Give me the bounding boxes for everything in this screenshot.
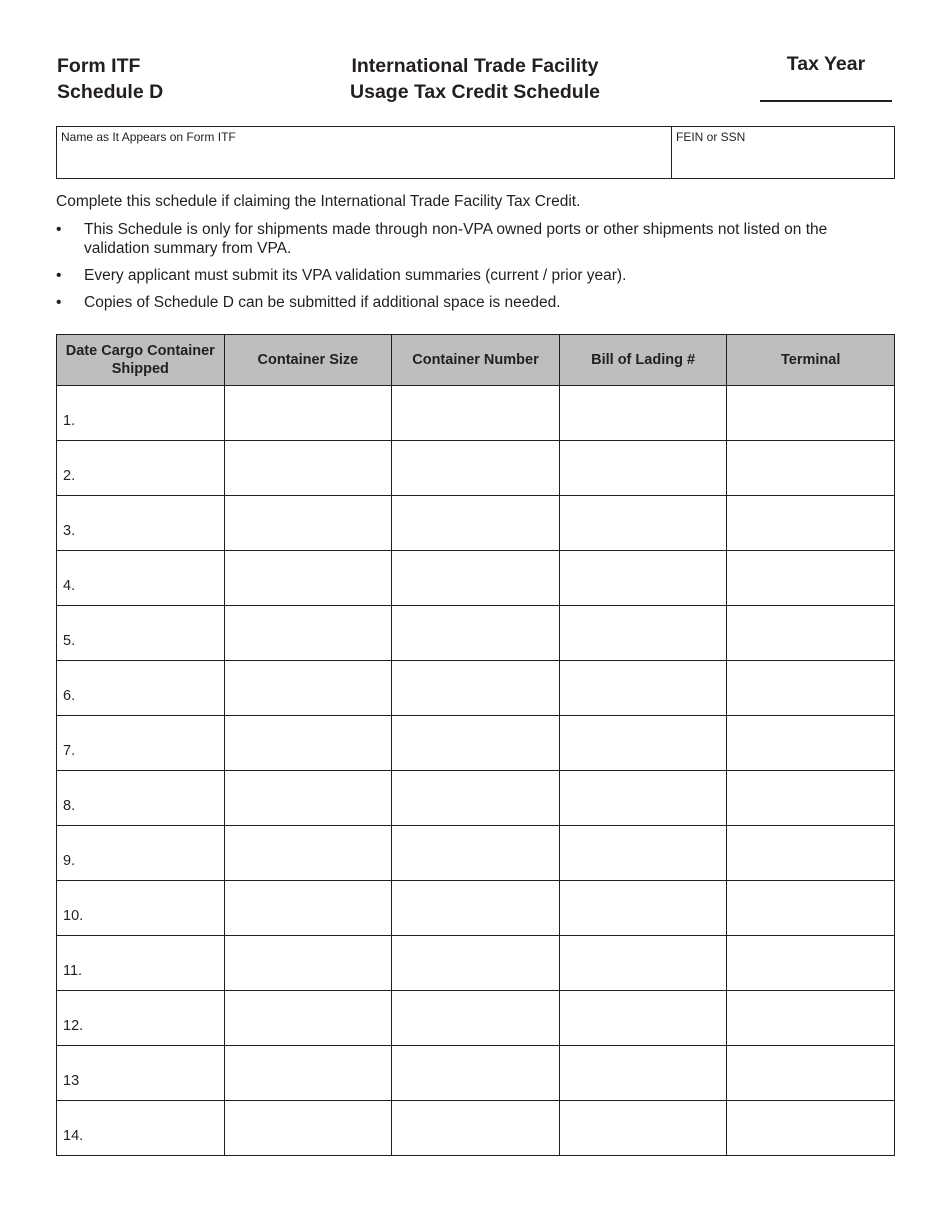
table-row — [57, 551, 895, 606]
row-number: 7. — [63, 743, 76, 759]
entry-cell[interactable] — [559, 826, 727, 881]
entry-cell[interactable] — [392, 661, 560, 716]
instruction-text: Every applicant must submit its VPA validation summaries (current / prior year). — [84, 267, 627, 284]
entry-cell[interactable] — [392, 771, 560, 826]
bullet-glyph: • — [56, 221, 62, 238]
table-row — [57, 716, 895, 771]
entry-cell[interactable] — [224, 496, 392, 551]
row-number: 11. — [63, 963, 83, 979]
entry-cell[interactable] — [224, 991, 392, 1046]
date-shipped-cell[interactable] — [57, 936, 225, 991]
row-number: 3. — [63, 523, 76, 539]
date-shipped-cell[interactable] — [57, 386, 225, 441]
entry-cell[interactable] — [559, 661, 727, 716]
row-number: 14. — [63, 1128, 84, 1144]
entry-cell[interactable] — [559, 936, 727, 991]
entry-cell[interactable] — [224, 1101, 392, 1156]
instructions-list — [56, 220, 896, 320]
date-shipped-cell[interactable] — [57, 716, 225, 771]
date-shipped-cell[interactable] — [57, 881, 225, 936]
table-row — [57, 1101, 895, 1156]
entry-cell[interactable] — [727, 606, 895, 661]
instruction-item — [56, 293, 896, 312]
table-row — [57, 441, 895, 496]
entry-cell[interactable] — [559, 386, 727, 441]
table-row — [57, 606, 895, 661]
fein-field[interactable] — [672, 127, 894, 178]
entry-cell[interactable] — [392, 1101, 560, 1156]
entry-cell[interactable] — [224, 936, 392, 991]
row-number: 13 — [63, 1073, 80, 1089]
table-row — [57, 496, 895, 551]
form-title — [300, 53, 650, 105]
name-field[interactable] — [57, 127, 672, 178]
row-number: 9. — [63, 853, 76, 869]
entry-cell[interactable] — [727, 386, 895, 441]
table-row — [57, 991, 895, 1046]
instruction-item — [56, 220, 896, 258]
entry-cell[interactable] — [224, 1046, 392, 1101]
entry-cell[interactable] — [559, 771, 727, 826]
entry-cell[interactable] — [727, 441, 895, 496]
row-number: 10. — [63, 908, 84, 924]
entry-cell[interactable] — [727, 1046, 895, 1101]
tax-year-label: Tax Year — [786, 53, 866, 75]
row-number: 4. — [63, 578, 76, 594]
date-shipped-cell[interactable] — [57, 606, 225, 661]
table-row — [57, 1046, 895, 1101]
title-line-2: Usage Tax Credit Schedule — [350, 81, 600, 103]
date-shipped-cell[interactable] — [57, 1046, 225, 1101]
entry-cell[interactable] — [727, 991, 895, 1046]
entry-cell[interactable] — [727, 661, 895, 716]
entry-cell[interactable] — [392, 826, 560, 881]
date-shipped-cell[interactable] — [57, 496, 225, 551]
column-header: Container Size — [224, 335, 392, 386]
form-identifier — [57, 53, 163, 105]
entry-cell[interactable] — [224, 771, 392, 826]
date-shipped-cell[interactable] — [57, 1101, 225, 1156]
date-shipped-cell[interactable] — [57, 441, 225, 496]
entry-cell[interactable] — [559, 1046, 727, 1101]
entry-cell[interactable] — [727, 1101, 895, 1156]
entry-cell[interactable] — [224, 881, 392, 936]
row-number: 1. — [63, 413, 76, 429]
entry-cell[interactable] — [727, 826, 895, 881]
row-number: 6. — [63, 688, 76, 704]
tax-year-field[interactable] — [760, 100, 892, 102]
column-header: Terminal — [727, 335, 895, 386]
date-shipped-cell[interactable] — [57, 826, 225, 881]
entry-cell[interactable] — [392, 496, 560, 551]
table-row — [57, 771, 895, 826]
table-row — [57, 936, 895, 991]
instruction-text: This Schedule is only for shipments made through non-VPA owned ports or other shipments not listed on the validation summary from VPA. — [84, 221, 828, 257]
entry-cell[interactable] — [559, 496, 727, 551]
entry-cell[interactable] — [224, 606, 392, 661]
entry-cell[interactable] — [559, 441, 727, 496]
name-field-label: Name as It Appears on Form ITF — [61, 130, 236, 144]
taxpayer-id-box — [56, 126, 895, 179]
entry-cell[interactable] — [392, 716, 560, 771]
entry-cell[interactable] — [224, 441, 392, 496]
row-number: 12. — [63, 1018, 84, 1034]
schedule-name: Schedule D — [57, 81, 164, 103]
column-header: Container Number — [392, 335, 560, 386]
table-row — [57, 386, 895, 441]
instructions-intro: Complete this schedule if claiming the International Trade Facility Tax Credit. — [56, 193, 581, 210]
entry-cell[interactable] — [559, 881, 727, 936]
date-shipped-cell[interactable] — [57, 991, 225, 1046]
entry-cell[interactable] — [224, 386, 392, 441]
entry-cell[interactable] — [559, 1101, 727, 1156]
entry-cell[interactable] — [727, 936, 895, 991]
column-header: Date Cargo Container Shipped — [57, 335, 225, 386]
entry-cell[interactable] — [559, 716, 727, 771]
fein-field-label: FEIN or SSN — [676, 130, 746, 144]
row-number: 8. — [63, 798, 76, 814]
entry-cell[interactable] — [392, 606, 560, 661]
table-body — [57, 386, 895, 1156]
row-number: 2. — [63, 468, 76, 484]
entry-cell[interactable] — [727, 716, 895, 771]
entry-cell[interactable] — [392, 1046, 560, 1101]
title-line-1: International Trade Facility — [351, 55, 599, 77]
shipment-table — [56, 334, 895, 1156]
entry-cell[interactable] — [224, 661, 392, 716]
instruction-item — [56, 266, 896, 285]
entry-cell[interactable] — [392, 551, 560, 606]
entry-cell[interactable] — [727, 881, 895, 936]
entry-cell[interactable] — [727, 496, 895, 551]
date-shipped-cell[interactable] — [57, 661, 225, 716]
entry-cell[interactable] — [392, 991, 560, 1046]
bullet-glyph: • — [56, 267, 62, 284]
table-row — [57, 826, 895, 881]
entry-cell[interactable] — [224, 551, 392, 606]
instruction-text: Copies of Schedule D can be submitted if additional space is needed. — [84, 294, 561, 311]
entry-cell[interactable] — [559, 606, 727, 661]
form-name: Form ITF — [57, 55, 141, 77]
entry-cell[interactable] — [224, 826, 392, 881]
entry-cell[interactable] — [392, 881, 560, 936]
table-row — [57, 661, 895, 716]
entry-cell[interactable] — [727, 771, 895, 826]
entry-cell[interactable] — [224, 716, 392, 771]
bullet-glyph: • — [56, 294, 62, 311]
table-row — [57, 881, 895, 936]
entry-cell[interactable] — [559, 551, 727, 606]
entry-cell[interactable] — [392, 441, 560, 496]
table-header-row — [57, 335, 895, 386]
entry-cell[interactable] — [727, 551, 895, 606]
column-header: Bill of Lading # — [559, 335, 727, 386]
entry-cell[interactable] — [392, 936, 560, 991]
date-shipped-cell[interactable] — [57, 551, 225, 606]
row-number: 5. — [63, 633, 76, 649]
date-shipped-cell[interactable] — [57, 771, 225, 826]
entry-cell[interactable] — [392, 386, 560, 441]
entry-cell[interactable] — [559, 991, 727, 1046]
